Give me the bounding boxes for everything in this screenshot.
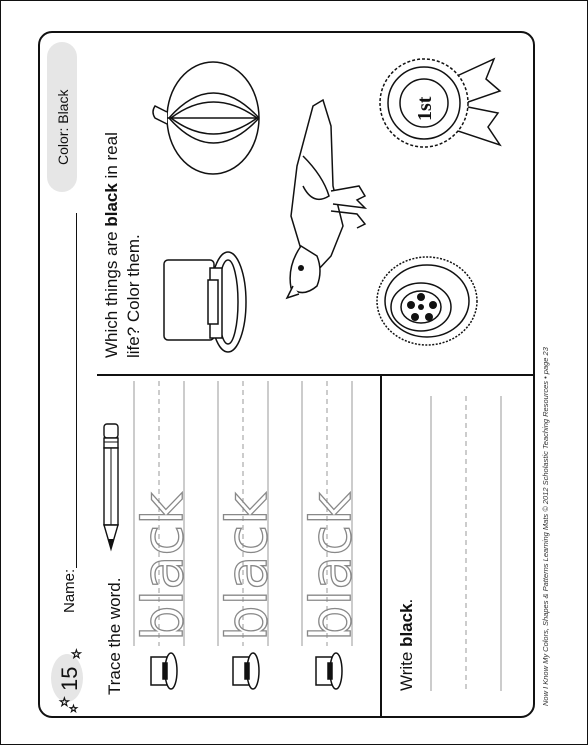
star-icon: ☆: [71, 647, 82, 661]
question-bold: black: [102, 183, 121, 227]
ribbon-picture: [376, 51, 506, 161]
trace-word-row-1: black: [131, 492, 196, 641]
write-guide-lines: [421, 396, 531, 696]
trace-word-row-3: black: [299, 492, 364, 641]
top-hat-icon: [223, 651, 263, 695]
name-line: [76, 213, 77, 568]
question-prefix: Which things are: [102, 226, 121, 358]
write-instruction-prefix: Write: [397, 646, 416, 691]
top-hat-icon: [306, 651, 346, 695]
question-line-2: life? Color them.: [124, 234, 143, 358]
ribbon-text: 1st: [414, 96, 436, 121]
name-label: Name:: [61, 568, 78, 613]
write-instruction-word: black: [397, 603, 416, 647]
trace-word-row-2: black: [215, 492, 280, 641]
write-instruction-suffix: .: [397, 598, 416, 604]
copyright-footer: Now I Know My Colors, Shapes & Patterns Learning Mats © 2012 Scholastic Teaching Resources • page 23: [541, 347, 550, 706]
write-instruction: [397, 599, 417, 691]
vertical-divider: [380, 376, 382, 716]
pencil-icon: [98, 421, 124, 556]
question-suffix: in real: [102, 132, 121, 184]
pumpkin-picture: [151, 56, 266, 181]
top-hat-picture: [156, 246, 256, 356]
top-hat-icon: [141, 651, 181, 695]
trace-instruction: Trace the word.: [105, 577, 124, 695]
crow-picture: [273, 96, 373, 301]
color-label: Color: Black: [55, 89, 71, 165]
question-text: [101, 132, 145, 358]
star-icon: ☆: [59, 695, 70, 709]
star-icon: ☆: [69, 704, 78, 714]
tire-picture: [371, 251, 486, 351]
question-line-1: [101, 132, 123, 358]
page-number: 15: [57, 666, 82, 691]
